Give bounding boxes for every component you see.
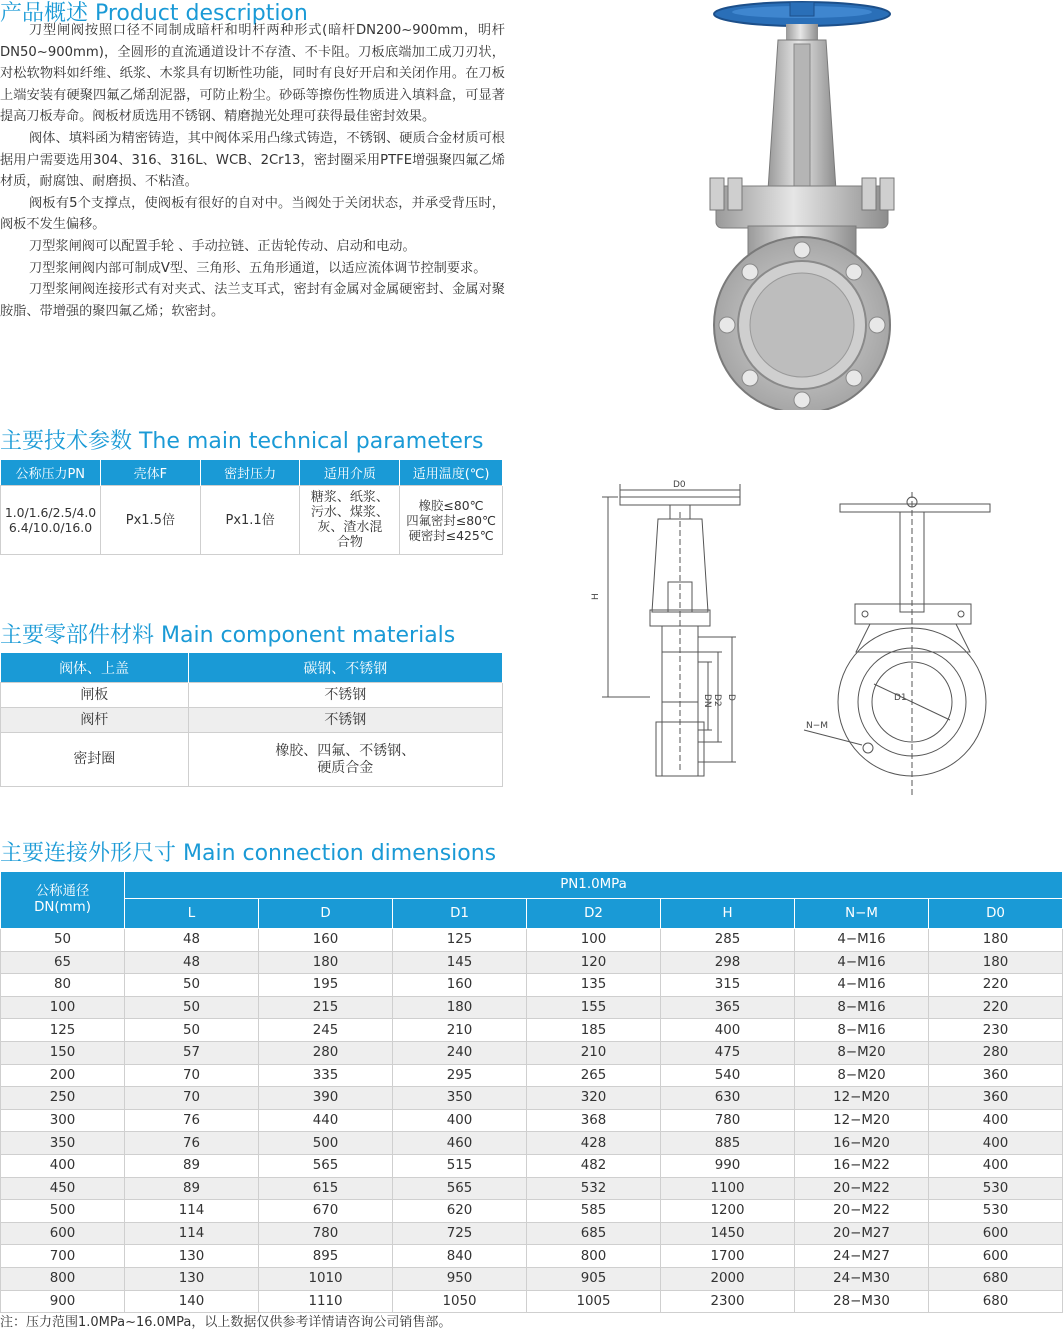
- table-cell: 195: [259, 974, 393, 997]
- table-cell: 565: [393, 1177, 527, 1200]
- table-cell: 1110: [259, 1290, 393, 1313]
- table-row: [1, 996, 1063, 1019]
- part-cell: 闸板: [1, 683, 189, 708]
- table-cell: 725: [393, 1222, 527, 1245]
- label-h: H: [591, 593, 601, 600]
- description-paragraph: 阀板有5个支撑点，使阀板有很好的自对中。当阀处于关闭状态，并承受背压时，阀板不发生偏移。: [0, 195, 505, 233]
- table-cell: 2000: [661, 1267, 795, 1290]
- table-cell: 800: [527, 1245, 661, 1268]
- table-cell: 215: [259, 996, 393, 1019]
- valve-photo: [690, 0, 930, 410]
- table-cell: 4−M16: [795, 929, 929, 952]
- description-paragraph: 刀型闸阀按照口径不同制成暗杆和明杆两种形式(暗杆DN200~900mm，明杆DN50~900mm)，全圆形的直流通道设计不存渣、不卡阻。刀板底端加工成刀刃状，对松软物料如纤维、纸浆、木浆具有切断性功能，同时有良好开启和关闭作用。在刀板上端安装有硬聚四氟乙烯刮泥器，可防止粉尘。砂砾等擦伤性物质进入填料盒，可显著提高刀板寿命。阀板材质选用不锈钢、精磨抛光处理可获得最佳密封效果。: [0, 23, 505, 125]
- table-cell: 780: [661, 1109, 795, 1132]
- label-d1: D1: [894, 693, 907, 703]
- table-cell: 50: [125, 996, 259, 1019]
- table-cell: 400: [661, 1019, 795, 1042]
- label-dn: DN: [702, 694, 712, 708]
- table-cell: 585: [527, 1200, 661, 1223]
- table-cell: 905: [527, 1267, 661, 1290]
- tech-params-table: [0, 460, 503, 555]
- table-cell: 125: [393, 929, 527, 952]
- table-cell: 220: [929, 974, 1063, 997]
- table-cell: 360: [929, 1087, 1063, 1110]
- table-cell: 440: [259, 1109, 393, 1132]
- front-view-drawing: [800, 492, 1010, 802]
- product-description-body: [0, 20, 505, 322]
- dimensions-title: 主要连接外形尺寸 Main connection dimensions: [0, 841, 497, 866]
- table-cell: 130: [125, 1245, 259, 1268]
- table-cell: 150: [1, 1041, 125, 1064]
- table-cell: 12−M20: [795, 1087, 929, 1110]
- table-cell: 180: [393, 996, 527, 1019]
- table-cell: 840: [393, 1245, 527, 1268]
- table-cell: 400: [1, 1154, 125, 1177]
- table-cell: 70: [125, 1087, 259, 1110]
- table-cell: 12−M20: [795, 1109, 929, 1132]
- table-cell: 400: [929, 1132, 1063, 1155]
- material-cell: 橡胶、四氟、不锈钢、 硬质合金: [188, 733, 502, 787]
- table-row: [1, 1132, 1063, 1155]
- temp-cell: 橡胶≤80℃ 四氟密封≤80℃ 硬密封≤425℃: [400, 486, 503, 555]
- table-cell: 482: [527, 1154, 661, 1177]
- table-cell: 400: [929, 1154, 1063, 1177]
- header-shell: 壳体F: [100, 460, 200, 486]
- table-cell: 600: [929, 1222, 1063, 1245]
- table-cell: 780: [259, 1222, 393, 1245]
- header-d: D: [259, 899, 393, 929]
- table-cell: 1200: [661, 1200, 795, 1223]
- table-cell: 220: [929, 996, 1063, 1019]
- table-cell: 530: [929, 1177, 1063, 1200]
- pn-cell: 1.0/1.6/2.5/4.0 6.4/10.0/16.0: [1, 486, 101, 555]
- table-cell: 630: [661, 1087, 795, 1110]
- table-cell: 295: [393, 1064, 527, 1087]
- table-row: [1, 1087, 1063, 1110]
- table-cell: 230: [929, 1019, 1063, 1042]
- materials-table: [0, 653, 503, 787]
- dimensions-table: [0, 871, 1063, 1313]
- table-cell: 185: [527, 1019, 661, 1042]
- material-cell: 不锈钢: [188, 683, 502, 708]
- table-cell: 285: [661, 929, 795, 952]
- header-pressure: PN1.0MPa: [125, 872, 1063, 899]
- table-cell: 680: [929, 1267, 1063, 1290]
- table-cell: 298: [661, 951, 795, 974]
- table-cell: 24−M30: [795, 1267, 929, 1290]
- table-cell: 16−M20: [795, 1132, 929, 1155]
- table-cell: 680: [929, 1290, 1063, 1313]
- table-cell: 210: [527, 1041, 661, 1064]
- table-cell: 900: [1, 1290, 125, 1313]
- table-row: [1, 1267, 1063, 1290]
- table-cell: 180: [929, 951, 1063, 974]
- table-cell: 8−M16: [795, 996, 929, 1019]
- table-cell: 460: [393, 1132, 527, 1155]
- table-cell: 180: [259, 951, 393, 974]
- footnote: 注：压力范围1.0MPa~16.0MPa，以上数据仅供参考详情请咨询公司销售部。: [0, 1315, 452, 1330]
- table-cell: 50: [125, 1019, 259, 1042]
- table-cell: 2300: [661, 1290, 795, 1313]
- table-cell: 120: [527, 951, 661, 974]
- shell-cell: Px1.5倍: [100, 486, 200, 555]
- table-row: [1, 1290, 1063, 1313]
- part-cell: 阀杆: [1, 708, 189, 733]
- table-cell: 600: [1, 1222, 125, 1245]
- table-cell: 28−M30: [795, 1290, 929, 1313]
- label-d2: D2: [712, 694, 722, 707]
- table-cell: 114: [125, 1222, 259, 1245]
- description-paragraph: 刀型浆闸阀可以配置手轮 、手动拉链、正齿轮传动、启动和电动。: [29, 238, 416, 254]
- table-cell: 360: [929, 1064, 1063, 1087]
- table-cell: 1100: [661, 1177, 795, 1200]
- label-d0: D0: [673, 480, 686, 490]
- seal-cell: Px1.1倍: [200, 486, 300, 555]
- table-cell: 540: [661, 1064, 795, 1087]
- table-cell: 200: [1, 1064, 125, 1087]
- materials-header-part: 阀体、上盖: [1, 653, 189, 683]
- table-cell: 800: [1, 1267, 125, 1290]
- tech-params-title: 主要技术参数 The main technical parameters: [0, 429, 484, 454]
- table-cell: 620: [393, 1200, 527, 1223]
- materials-header-material: 碳钢、不锈钢: [188, 653, 502, 683]
- table-cell: 1010: [259, 1267, 393, 1290]
- table-cell: 532: [527, 1177, 661, 1200]
- table-row: [1, 929, 1063, 952]
- table-cell: 670: [259, 1200, 393, 1223]
- table-cell: 76: [125, 1109, 259, 1132]
- table-cell: 500: [1, 1200, 125, 1223]
- media-cell: 糖浆、纸浆、 污水、煤浆、 灰、渣水混 合物: [300, 486, 400, 555]
- header-d1: D1: [393, 899, 527, 929]
- table-row: [1, 1041, 1063, 1064]
- table-cell: 100: [1, 996, 125, 1019]
- table-cell: 475: [661, 1041, 795, 1064]
- table-cell: 365: [661, 996, 795, 1019]
- table-cell: 400: [929, 1109, 1063, 1132]
- table-cell: 885: [661, 1132, 795, 1155]
- table-cell: 280: [929, 1041, 1063, 1064]
- table-cell: 450: [1, 1177, 125, 1200]
- table-row: [1, 1154, 1063, 1177]
- table-cell: 24−M27: [795, 1245, 929, 1268]
- description-paragraph: 刀型浆闸阀内部可制成V型、三角形、五角形通道，以适应流体调节控制要求。: [29, 260, 487, 276]
- materials-title: 主要零部件材料 Main component materials: [0, 623, 456, 648]
- table-cell: 245: [259, 1019, 393, 1042]
- table-cell: 1050: [393, 1290, 527, 1313]
- table-cell: 114: [125, 1200, 259, 1223]
- table-cell: 1450: [661, 1222, 795, 1245]
- table-cell: 140: [125, 1290, 259, 1313]
- header-media: 适用介质: [300, 460, 400, 486]
- header-temp: 适用温度(℃): [400, 460, 503, 486]
- table-cell: 615: [259, 1177, 393, 1200]
- table-cell: 89: [125, 1154, 259, 1177]
- table-cell: 100: [527, 929, 661, 952]
- table-cell: 280: [259, 1041, 393, 1064]
- header-pn: 公称压力PN: [1, 460, 101, 486]
- table-cell: 155: [527, 996, 661, 1019]
- table-cell: 4−M16: [795, 974, 929, 997]
- table-cell: 20−M27: [795, 1222, 929, 1245]
- table-cell: 76: [125, 1132, 259, 1155]
- table-cell: 320: [527, 1087, 661, 1110]
- table-cell: 315: [661, 974, 795, 997]
- table-cell: 685: [527, 1222, 661, 1245]
- dimensions-body: [1, 929, 1063, 1313]
- table-cell: 16−M22: [795, 1154, 929, 1177]
- table-cell: 160: [259, 929, 393, 952]
- table-cell: 8−M20: [795, 1064, 929, 1087]
- table-cell: 368: [527, 1109, 661, 1132]
- table-cell: 48: [125, 929, 259, 952]
- table-cell: 210: [393, 1019, 527, 1042]
- table-cell: 125: [1, 1019, 125, 1042]
- header-dn: 公称通径 DN(mm): [1, 872, 125, 929]
- table-cell: 600: [929, 1245, 1063, 1268]
- table-cell: 350: [393, 1087, 527, 1110]
- table-row: [1, 1064, 1063, 1087]
- table-row: [1, 1177, 1063, 1200]
- side-view-drawing: [590, 472, 760, 797]
- table-cell: 565: [259, 1154, 393, 1177]
- part-cell: 密封圈: [1, 733, 189, 787]
- table-cell: 950: [393, 1267, 527, 1290]
- table-cell: 1005: [527, 1290, 661, 1313]
- table-cell: 8−M16: [795, 1019, 929, 1042]
- table-cell: 428: [527, 1132, 661, 1155]
- material-cell: 不锈钢: [188, 708, 502, 733]
- table-cell: 20−M22: [795, 1177, 929, 1200]
- table-cell: 50: [1, 929, 125, 952]
- table-cell: 1700: [661, 1245, 795, 1268]
- table-cell: 65: [1, 951, 125, 974]
- table-cell: 530: [929, 1200, 1063, 1223]
- table-row: [1, 1245, 1063, 1268]
- table-cell: 135: [527, 974, 661, 997]
- table-row: [1, 974, 1063, 997]
- table-cell: 180: [929, 929, 1063, 952]
- label-d: D: [726, 694, 736, 701]
- description-paragraph: 阀体、填料函为精密铸造，其中阀体采用凸缘式铸造，不锈钢、硬质合金材质可根据用户需要选用304、316、316L、WCB、2Cr13，密封圈采用PTFE增强聚四氟乙烯材质，耐腐蚀、耐磨损、不粘渣。: [0, 130, 505, 190]
- header-h: H: [661, 899, 795, 929]
- table-cell: 57: [125, 1041, 259, 1064]
- header-d0: D0: [929, 899, 1063, 929]
- table-cell: 390: [259, 1087, 393, 1110]
- header-d2: D2: [527, 899, 661, 929]
- table-row: [1, 1019, 1063, 1042]
- table-row: [1, 1200, 1063, 1223]
- header-seal: 密封压力: [200, 460, 300, 486]
- product-description-title: 产品概述 Product description: [0, 1, 308, 26]
- table-cell: 80: [1, 974, 125, 997]
- table-cell: 700: [1, 1245, 125, 1268]
- table-cell: 300: [1, 1109, 125, 1132]
- table-cell: 70: [125, 1064, 259, 1087]
- table-cell: 48: [125, 951, 259, 974]
- table-cell: 89: [125, 1177, 259, 1200]
- table-cell: 265: [527, 1064, 661, 1087]
- table-cell: 250: [1, 1087, 125, 1110]
- table-cell: 350: [1, 1132, 125, 1155]
- table-cell: 500: [259, 1132, 393, 1155]
- table-cell: 240: [393, 1041, 527, 1064]
- table-row: [1, 1222, 1063, 1245]
- table-cell: 335: [259, 1064, 393, 1087]
- table-row: [1, 1109, 1063, 1132]
- table-cell: 895: [259, 1245, 393, 1268]
- table-row: [1, 951, 1063, 974]
- table-cell: 50: [125, 974, 259, 997]
- table-cell: 8−M20: [795, 1041, 929, 1064]
- table-cell: 400: [393, 1109, 527, 1132]
- table-cell: 515: [393, 1154, 527, 1177]
- table-cell: 990: [661, 1154, 795, 1177]
- header-l: L: [125, 899, 259, 929]
- label-nm: N−M: [806, 721, 829, 731]
- table-cell: 4−M16: [795, 951, 929, 974]
- table-cell: 130: [125, 1267, 259, 1290]
- table-cell: 20−M22: [795, 1200, 929, 1223]
- header-nm: N−M: [795, 899, 929, 929]
- table-cell: 160: [393, 974, 527, 997]
- table-cell: 145: [393, 951, 527, 974]
- description-paragraph: 刀型浆闸阀连接形式有对夹式、法兰支耳式，密封有金属对金属硬密封、金属对聚胺脂、带增强的聚四氟乙烯；软密封。: [0, 282, 505, 319]
